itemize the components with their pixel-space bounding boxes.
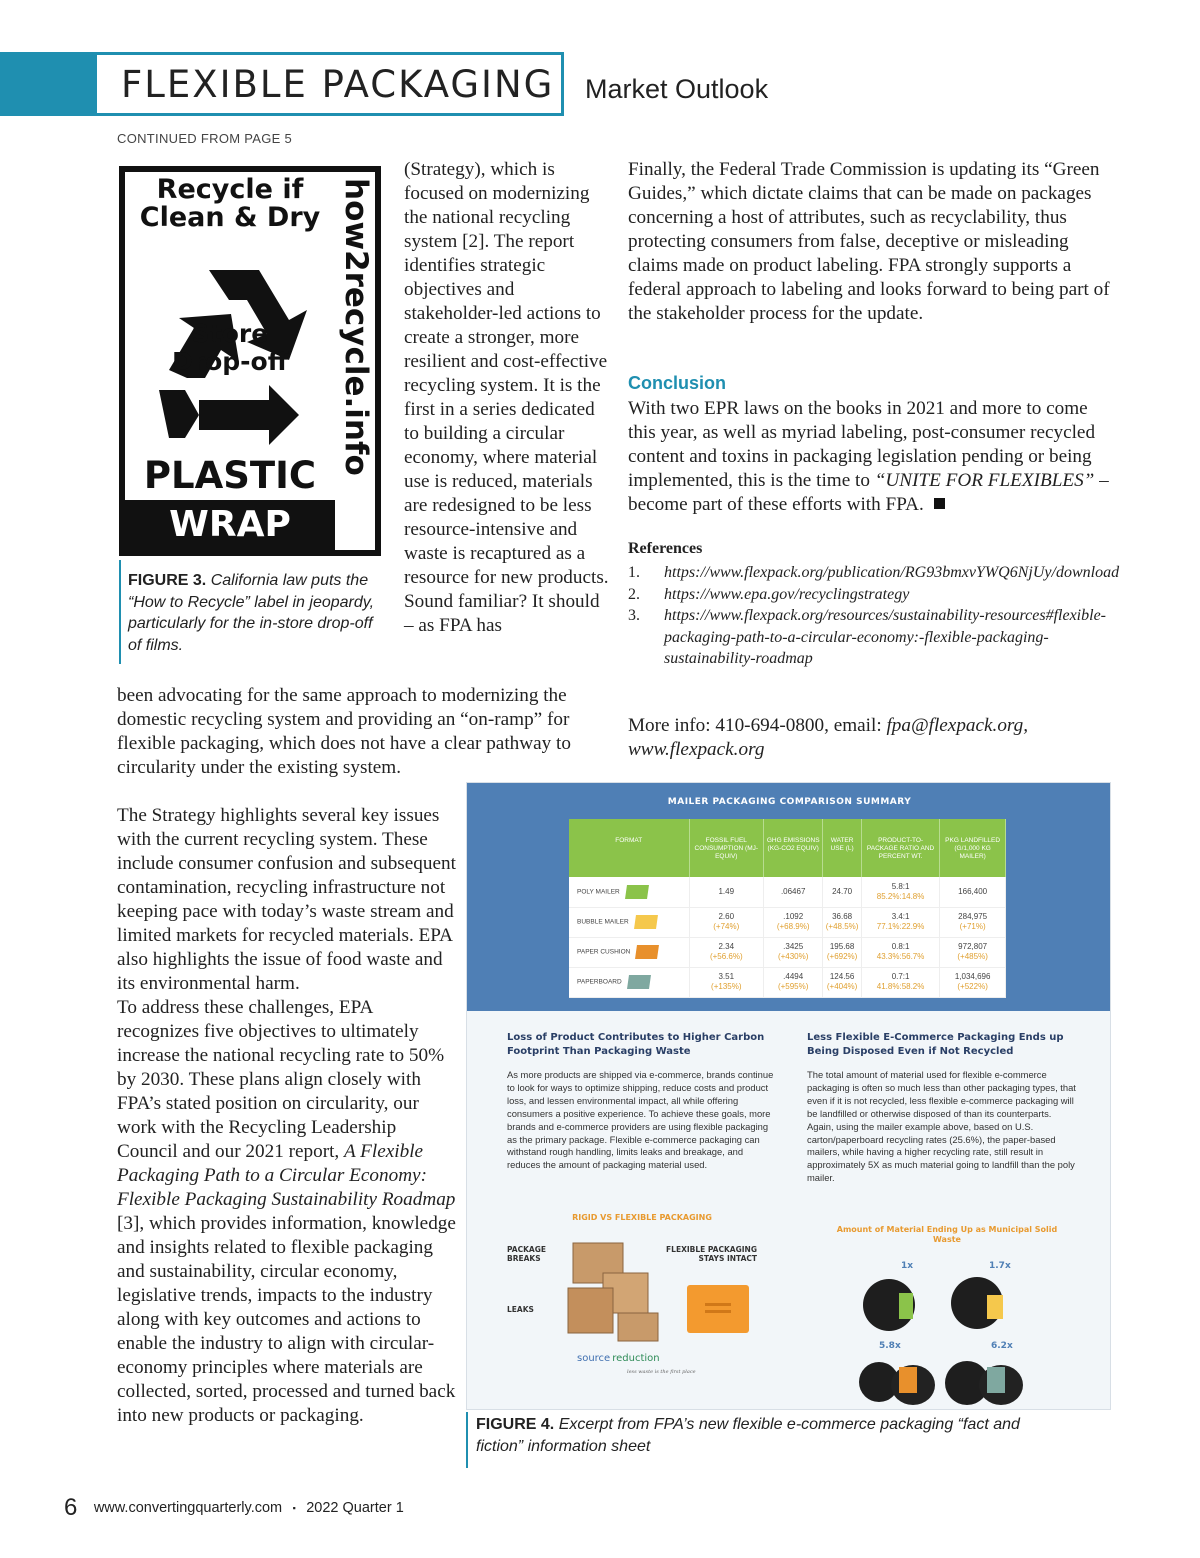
article-paragraph: The Strategy highlights several key issues with the current recycling system. These include consumer confusion and subsequent contamination, recycling infrastructure not keeping pace with today’s waste stream and limited markets for recycled materials. EPA also highlights the issue of food waste and its environmental harm. bbox=[117, 805, 456, 994]
row-label-text: PAPERBOARD bbox=[577, 978, 622, 986]
cell-percent: (+430%) bbox=[777, 952, 809, 961]
figure4-caption-text: Excerpt from FPA’s new flexible e-commerce packaging “fact and fiction” information sheet bbox=[476, 1416, 1020, 1455]
logo-top-line2: Clean & Dry bbox=[139, 202, 321, 233]
table-cell bbox=[823, 877, 862, 907]
cell-value: 284,975 bbox=[958, 912, 988, 921]
cell-value: 1,034,696 bbox=[954, 972, 991, 981]
table-row bbox=[569, 967, 1006, 997]
table-cell bbox=[764, 877, 823, 907]
brand-word1: source bbox=[577, 1353, 611, 1364]
cell-value: 972,807 bbox=[958, 942, 988, 951]
comparison-table bbox=[569, 819, 1006, 998]
figure4-caption-label: FIGURE 4. bbox=[476, 1416, 555, 1433]
table-header-row bbox=[569, 819, 1006, 877]
left-panel-heading: Loss of Product Contributes to Higher Carbon Footprint Than Packaging Waste bbox=[507, 1032, 765, 1057]
conclusion-paragraph bbox=[628, 397, 1118, 517]
reference-item bbox=[628, 605, 1118, 670]
table-cell bbox=[940, 877, 1006, 907]
logo-wrap-text: WRAP bbox=[125, 500, 335, 550]
mailer-swatch-icon bbox=[635, 945, 659, 959]
article-text-wide: been advocating for the same approach to modernizing the domestic recycling system and providing an “on-ramp” for flexible packaging, which does not have a clear pathway to circularity under the existing system. bbox=[117, 685, 571, 778]
cell-percent: (+71%) bbox=[959, 922, 986, 931]
table-cell bbox=[861, 967, 939, 997]
logo-plastic-text: PLASTIC bbox=[143, 454, 317, 497]
mailer-swatch-icon bbox=[627, 975, 651, 989]
cell-percent: (+135%) bbox=[711, 982, 742, 991]
table-cell bbox=[861, 877, 939, 907]
figure4-caption bbox=[466, 1412, 1066, 1468]
end-mark-icon bbox=[934, 498, 945, 509]
reference-number: 3. bbox=[628, 607, 640, 624]
table-header: FORMAT bbox=[569, 819, 689, 877]
logo-side-url: how2recycle.info bbox=[338, 178, 374, 476]
table-row bbox=[569, 877, 1006, 907]
table-cell bbox=[764, 907, 823, 937]
leaks-label: LEAKS bbox=[507, 1305, 534, 1314]
table-cell bbox=[689, 877, 764, 907]
cell-value: 0.7:1 bbox=[891, 972, 910, 981]
logo-mid-text bbox=[125, 320, 335, 376]
table-row bbox=[569, 937, 1006, 967]
table-cell bbox=[689, 967, 764, 997]
flexible-intact-label: FLEXIBLE PACKAGING STAYS INTACT bbox=[666, 1245, 757, 1263]
cell-percent: (+692%) bbox=[826, 952, 858, 961]
multiplier-paper: 5.8x bbox=[879, 1341, 901, 1351]
cell-percent: (+522%) bbox=[957, 982, 988, 991]
cell-percent: (+56.6%) bbox=[709, 952, 743, 961]
logo-top-line1: Recycle if bbox=[156, 174, 304, 205]
footer-issue: 2022 Quarter 1 bbox=[306, 1500, 404, 1516]
conclusion-heading: Conclusion bbox=[628, 373, 726, 393]
cell-value: .4494 bbox=[783, 972, 804, 981]
source-reduction-logo bbox=[577, 1353, 660, 1364]
table-cell bbox=[940, 907, 1006, 937]
broken-boxes-icon bbox=[563, 1233, 663, 1343]
cell-value: .1092 bbox=[783, 912, 804, 921]
table-cell bbox=[764, 967, 823, 997]
reference-item bbox=[628, 584, 1118, 606]
reference-link[interactable]: https://www.flexpack.org/publication/RG93bmxvYWQ6NjUy/download bbox=[664, 564, 1120, 581]
cell-value: 2.60 bbox=[718, 912, 735, 921]
table-cell bbox=[689, 907, 764, 937]
article-paragraph: Finally, the Federal Trade Commission is updating its “Green Guides,” which dictate claims that can be made on packages concerning a host of attributes, such as recyclability, thus protecting consumers from false, deceptive or misleading claims made on product labeling. FPA strongly supports a federal approach to labeling and looks forward to being part of the stakeholder process for the update. bbox=[628, 159, 1110, 324]
cell-value: 166,400 bbox=[958, 886, 988, 896]
figure3-caption-label: FIGURE 3. bbox=[128, 572, 207, 589]
table-cell bbox=[940, 937, 1006, 967]
table-cell bbox=[861, 907, 939, 937]
reference-item bbox=[628, 562, 1118, 584]
cell-percent: 77.1%:22.9% bbox=[876, 922, 925, 931]
cell-percent: (+48.5%) bbox=[825, 922, 859, 931]
figure3-caption-text: California law puts the “How to Recycle” label in jeopardy, particularly for the in-store drop-off of films. bbox=[128, 572, 375, 654]
page-footer bbox=[64, 1494, 404, 1522]
cell-value: 3.51 bbox=[718, 972, 735, 981]
mailer-swatch-icon bbox=[634, 915, 658, 929]
article-text-column-mid: (Strategy), which is focused on modernizing the national recycling system [2]. The report identifies strategic objectives and stakeholder-led actions to create a stronger, more resilient and cost-effective recycling system. It is the first in a series dedicated to building a circular economy, where material use is reduced, materials are redesigned to be less resource-intensive and waste is recaptured as a resource for new products. Sound familiar? It should – as FPA has bbox=[404, 159, 609, 636]
section-title: FLEXIBLE PACKAGING bbox=[121, 63, 555, 106]
msw-title: Amount of Material Ending Up as Municipal Solid Waste bbox=[836, 1225, 1058, 1244]
cell-value: 36.68 bbox=[832, 912, 853, 921]
page-number: 6 bbox=[64, 1494, 78, 1521]
website-link[interactable]: www.flexpack.org bbox=[628, 739, 765, 760]
cell-value: 3.4:1 bbox=[891, 912, 910, 921]
row-label bbox=[569, 877, 689, 907]
reference-number: 2. bbox=[628, 585, 640, 603]
row-label bbox=[569, 937, 689, 967]
table-header: PKG LANDFILLED (G/1,000 KG MAILER) bbox=[940, 819, 1006, 877]
reference-link[interactable]: https://www.epa.gov/recyclingstrategy bbox=[664, 585, 910, 603]
table-cell bbox=[940, 967, 1006, 997]
cell-value: 24.70 bbox=[832, 886, 853, 896]
row-label bbox=[569, 967, 689, 997]
logo-top-text bbox=[125, 176, 335, 232]
rigid-vs-flexible-title: RIGID VS FLEXIBLE PACKAGING bbox=[572, 1213, 712, 1222]
table-cell bbox=[823, 907, 862, 937]
more-info bbox=[628, 714, 1118, 762]
article-text-column-left bbox=[117, 804, 457, 1428]
flexible-mailer-icon bbox=[685, 1283, 751, 1335]
cell-value: 124.56 bbox=[829, 972, 855, 981]
right-panel-text: The total amount of material used for flexible e-commerce packaging is often so much less than other packaging types, that even if it is not recycled, less flexible e-commerce packaging will be landfilled or otherwise disposed of than its counterparts. Again, using the mailer example above, based on U.S. carton/paperboard recycling rates (25.6%), the paper-based mailers, while having a higher recycling rate, still result in approximately 5X as much material going to landfill than the poly mailer. bbox=[807, 1069, 1076, 1184]
row-label-text: BUBBLE MAILER bbox=[577, 918, 629, 926]
table-header: GHG EMISSIONS (KG-CO2 EQUIV) bbox=[764, 819, 823, 877]
row-label-text: PAPER CUSHION bbox=[577, 948, 631, 956]
table-cell bbox=[823, 937, 862, 967]
logo-side bbox=[338, 172, 374, 550]
footer-bullet: ▪ bbox=[292, 1503, 296, 1513]
section-subtitle: Market Outlook bbox=[585, 74, 769, 104]
paragraph-text: [3], which provides information, knowledge and insights related to flexible packaging and sustainability, circular economy, legislative trends, impacts to the industry along with key outcomes and actions to enable the industry to align with circular-economy principles where materials are collected, sorted, processed and turned back into new products or packaging. bbox=[117, 1213, 456, 1426]
comparison-title: MAILER PACKAGING COMPARISON SUMMARY bbox=[667, 797, 912, 807]
campaign-slogan: “UNITE FOR FLEXIBLES” bbox=[874, 470, 1095, 491]
table-cell bbox=[764, 937, 823, 967]
figure4-infographic bbox=[466, 782, 1111, 1410]
header-accent-band bbox=[0, 52, 96, 116]
logo-mid-line1: Store bbox=[191, 319, 269, 348]
cell-value: 5.8:1 bbox=[891, 881, 910, 891]
report-title: A Flexible Packaging Path to a Circular Economy: Flexible Packaging Sustainability Roadmap bbox=[117, 1141, 456, 1210]
cell-value: 2.34 bbox=[718, 942, 735, 951]
multiplier-paperboard: 6.2x bbox=[991, 1341, 1013, 1351]
reference-link[interactable]: https://www.flexpack.org/resources/sustainability-resources#flexible-packaging-path-to-a-circular-economy:-flexible-packaging-sustainability-roadmap bbox=[664, 607, 1106, 667]
references-list bbox=[628, 562, 1118, 670]
cell-percent: (+404%) bbox=[826, 982, 858, 991]
more-info-label: More info: 410-694-0800, email: bbox=[628, 715, 887, 736]
cell-percent: (+595%) bbox=[777, 982, 809, 991]
left-panel-text: As more products are shipped via e-commerce, brands continue to look for ways to optimize shipping, reduce costs and product loss, and lessen environmental impact, all while offering consumers a positive experience. To achieve these goals, more brands and e-commerce providers are using flexible packaging as the primary package. Flexible e-commerce packaging can withstand rough handling, limits leaks and breakage, and reduces the amount of packaging material used. bbox=[507, 1069, 774, 1171]
reference-number: 1. bbox=[628, 564, 640, 581]
cell-percent: 43.3%:56.7% bbox=[876, 952, 925, 961]
paragraph-text: – become part of these efforts with FPA. bbox=[628, 470, 1109, 515]
cell-percent: (+74%) bbox=[713, 922, 740, 931]
table-row bbox=[569, 907, 1006, 937]
table-header: FOSSIL FUEL CONSUMPTION (MJ-EQUIV) bbox=[689, 819, 764, 877]
cell-value: 1.49 bbox=[718, 886, 735, 896]
references-heading: References bbox=[628, 540, 703, 557]
table-cell bbox=[861, 937, 939, 967]
multiplier-bubble: 1.7x bbox=[989, 1261, 1011, 1271]
logo-mid-line2: Drop-off bbox=[172, 347, 288, 376]
article-text-column-right bbox=[628, 158, 1118, 350]
multiplier-poly: 1x bbox=[901, 1261, 914, 1271]
comparison-panel bbox=[467, 783, 1111, 1011]
cell-percent: (+68.9%) bbox=[776, 922, 810, 931]
paragraph-text: To address these challenges, EPA recognizes five objectives to ultimately increase the national recycling rate to 50% by 2030. These plans align closely with FPA’s stated position on circularity, our work with the Recycling Leadership Council and our 2021 report, bbox=[117, 997, 445, 1162]
mailer-swatch-icon bbox=[625, 885, 649, 899]
row-label bbox=[569, 907, 689, 937]
cell-value: .3425 bbox=[783, 942, 804, 951]
cell-value: 195.68 bbox=[829, 942, 855, 951]
how2recycle-label-figure bbox=[119, 166, 381, 556]
cell-value: .06467 bbox=[780, 886, 806, 896]
cell-value: 0.8:1 bbox=[891, 942, 910, 951]
paragraph-text: With two EPR laws on the books in 2021 and more to come this year, as well as myriad labeling, post-consumer recycled content and toxins in packaging legislation pending or being implemented, this is the time to bbox=[628, 398, 1096, 491]
cell-percent: 85.2%:14.8% bbox=[876, 891, 925, 901]
email-link[interactable]: fpa@flexpack.org, bbox=[886, 715, 1029, 736]
brand-word2: reduction bbox=[612, 1353, 660, 1364]
figure3-caption bbox=[119, 560, 381, 664]
cell-percent: 41.8%:58.2% bbox=[876, 982, 925, 991]
trash-bags-icon bbox=[859, 1267, 1079, 1407]
footer-website[interactable]: www.convertingquarterly.com bbox=[93, 1500, 283, 1516]
article-paragraph bbox=[117, 996, 457, 1428]
table-header: WATER USE (L) bbox=[823, 819, 862, 877]
right-panel-heading: Less Flexible E-Commerce Packaging Ends up Being Disposed Even if Not Recycled bbox=[807, 1032, 1064, 1057]
table-header: PRODUCT-TO-PACKAGE RATIO AND PERCENT WT. bbox=[861, 819, 939, 877]
section-title-box bbox=[94, 52, 564, 116]
row-label-text: POLY MAILER bbox=[577, 888, 620, 896]
table-cell bbox=[689, 937, 764, 967]
brand-tagline: less waste is the first place bbox=[627, 1369, 696, 1375]
table-cell bbox=[823, 967, 862, 997]
package-breaks-label: PACKAGE BREAKS bbox=[507, 1245, 547, 1263]
continued-note: CONTINUED FROM PAGE 5 bbox=[117, 131, 293, 146]
cell-percent: (+485%) bbox=[957, 952, 988, 961]
